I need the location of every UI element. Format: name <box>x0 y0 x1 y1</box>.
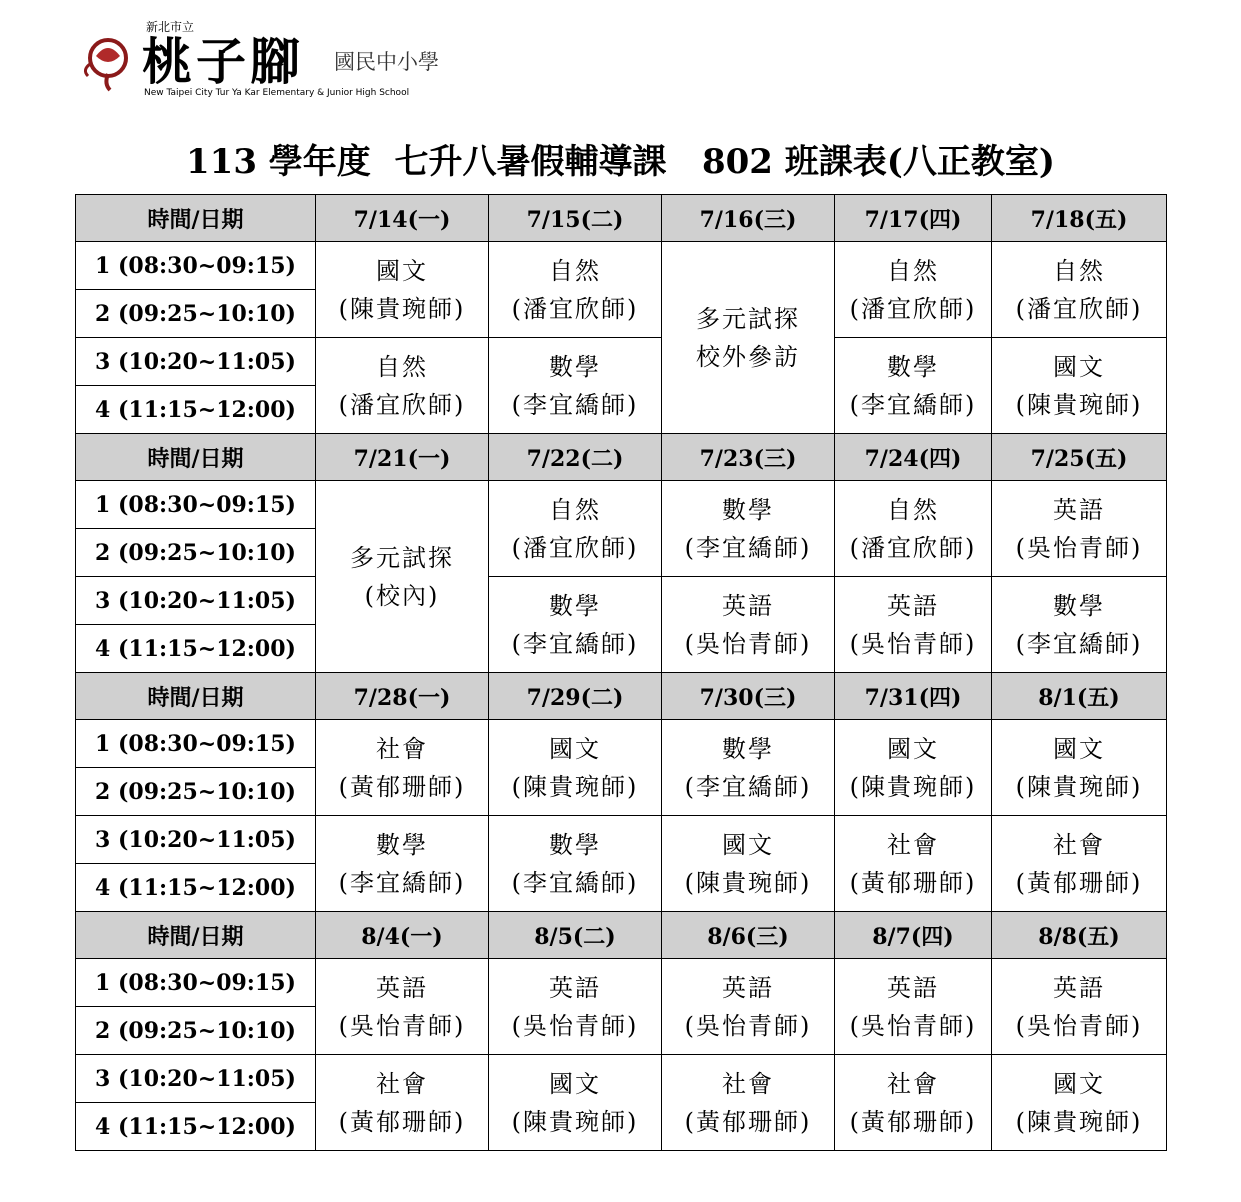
teacher-label: (陳貴琬師) <box>1015 772 1143 801</box>
subject-label: 國文 <box>722 830 774 859</box>
period-row <box>76 816 1167 864</box>
school-name: 桃子腳 <box>142 32 304 91</box>
teacher-label: (黃郁珊師) <box>338 1107 466 1136</box>
teacher-label: (陳貴琬師) <box>1015 390 1143 419</box>
teacher-label: (李宜繑師) <box>684 772 812 801</box>
week-header-row <box>76 673 1167 720</box>
teacher-label: (吳怡青師) <box>338 1011 466 1040</box>
subject-label: 社會 <box>1053 830 1105 859</box>
subject-label: 社會 <box>887 1069 939 1098</box>
date-header: 7/22(二) <box>489 434 662 481</box>
period-row <box>76 720 1167 768</box>
subject-label: 英語 <box>722 973 774 1002</box>
teacher-label: (陳貴琬師) <box>338 294 466 323</box>
class-cell <box>835 816 992 912</box>
subject-label: 自然 <box>1053 256 1105 285</box>
class-cell <box>835 242 992 338</box>
teacher-label: (潘宜欣師) <box>1015 294 1143 323</box>
subject-label: 多元試探 <box>350 543 454 572</box>
teacher-label: (陳貴琬師) <box>1015 1107 1143 1136</box>
class-cell <box>489 720 662 816</box>
date-header: 7/18(五) <box>992 195 1167 242</box>
class-cell <box>662 481 835 577</box>
subject-label: 數學 <box>549 591 601 620</box>
period-time: 2 (09:25~10:10) <box>76 290 316 338</box>
date-header: 7/24(四) <box>835 434 992 481</box>
school-type: 國民中小學 <box>334 50 439 74</box>
subject-label: 國文 <box>1053 1069 1105 1098</box>
date-header: 7/25(五) <box>992 434 1167 481</box>
date-header: 8/7(四) <box>835 912 992 959</box>
subject-label: 自然 <box>549 256 601 285</box>
class-cell <box>992 338 1167 434</box>
subject-label: 英語 <box>1053 973 1105 1002</box>
teacher-label: (陳貴琬師) <box>849 772 977 801</box>
date-header: 7/31(四) <box>835 673 992 720</box>
class-cell <box>992 242 1167 338</box>
teacher-label: (吳怡青師) <box>849 629 977 658</box>
class-cell <box>489 816 662 912</box>
teacher-label: (李宜繑師) <box>1015 629 1143 658</box>
teacher-label: (李宜繑師) <box>511 629 639 658</box>
teacher-label: (吳怡青師) <box>849 1011 977 1040</box>
subject-label: 英語 <box>376 973 428 1002</box>
date-header: 7/21(一) <box>316 434 489 481</box>
class-cell <box>316 1055 489 1151</box>
date-header: 7/28(一) <box>316 673 489 720</box>
period-time: 4 (11:15~12:00) <box>76 386 316 434</box>
subject-label: 數學 <box>1053 591 1105 620</box>
class-cell <box>489 577 662 673</box>
period-row <box>76 338 1167 386</box>
week-header-row <box>76 912 1167 959</box>
subject-label: 國文 <box>549 734 601 763</box>
class-cell <box>835 720 992 816</box>
subject-label: 多元試探 <box>696 304 800 333</box>
subject-label: 社會 <box>376 734 428 763</box>
class-cell <box>489 338 662 434</box>
week-header-row <box>76 195 1167 242</box>
class-cell <box>662 577 835 673</box>
subject-label: 自然 <box>887 256 939 285</box>
teacher-label: (陳貴琬師) <box>511 772 639 801</box>
class-cell <box>835 959 992 1055</box>
subject-label: 數學 <box>722 495 774 524</box>
class-cell <box>662 816 835 912</box>
class-cell <box>835 577 992 673</box>
week-header-row <box>76 434 1167 481</box>
class-cell <box>489 959 662 1055</box>
subject-label: 自然 <box>376 352 428 381</box>
subject-label: 社會 <box>376 1069 428 1098</box>
date-header: 8/1(五) <box>992 673 1167 720</box>
class-cell <box>489 481 662 577</box>
teacher-label: (潘宜欣師) <box>338 390 466 419</box>
class-cell <box>662 720 835 816</box>
period-time: 4 (11:15~12:00) <box>76 625 316 673</box>
subject-label: 社會 <box>722 1069 774 1098</box>
subject-label: 英語 <box>1053 495 1105 524</box>
period-time: 1 (08:30~09:15) <box>76 720 316 768</box>
date-header: 7/23(三) <box>662 434 835 481</box>
class-cell <box>992 720 1167 816</box>
date-header: 8/8(五) <box>992 912 1167 959</box>
subject-label: 數學 <box>887 352 939 381</box>
teacher-label: (校內) <box>364 581 440 610</box>
class-cell <box>992 577 1167 673</box>
school-prefix: 新北市立 <box>146 20 195 34</box>
class-cell <box>316 481 489 673</box>
subject-label: 數學 <box>376 830 428 859</box>
teacher-label: (吳怡青師) <box>1015 533 1143 562</box>
teacher-label: (黃郁珊師) <box>338 772 466 801</box>
subject-label: 英語 <box>887 973 939 1002</box>
time-date-header: 時間/日期 <box>76 673 316 720</box>
class-cell <box>662 1055 835 1151</box>
subject-label: 英語 <box>887 591 939 620</box>
teacher-label: 校外參訪 <box>696 342 800 371</box>
subject-label: 數學 <box>549 830 601 859</box>
period-time: 2 (09:25~10:10) <box>76 1007 316 1055</box>
teacher-label: (李宜繑師) <box>511 868 639 897</box>
class-cell <box>992 959 1167 1055</box>
school-logo-block <box>78 8 458 108</box>
class-cell <box>992 816 1167 912</box>
period-time: 2 (09:25~10:10) <box>76 768 316 816</box>
date-header: 7/17(四) <box>835 195 992 242</box>
class-cell <box>662 242 835 434</box>
subject-label: 國文 <box>1053 352 1105 381</box>
date-header: 7/30(三) <box>662 673 835 720</box>
class-cell <box>835 338 992 434</box>
peach-emblem-icon <box>78 34 138 94</box>
subject-label: 自然 <box>549 495 601 524</box>
time-date-header: 時間/日期 <box>76 912 316 959</box>
teacher-label: (李宜繑師) <box>684 533 812 562</box>
period-time: 4 (11:15~12:00) <box>76 1103 316 1151</box>
subject-label: 數學 <box>549 352 601 381</box>
teacher-label: (陳貴琬師) <box>511 1107 639 1136</box>
subject-label: 社會 <box>887 830 939 859</box>
teacher-label: (黃郁珊師) <box>849 1107 977 1136</box>
period-row <box>76 959 1167 1007</box>
teacher-label: (吳怡青師) <box>684 1011 812 1040</box>
class-cell <box>835 1055 992 1151</box>
period-time: 1 (08:30~09:15) <box>76 959 316 1007</box>
teacher-label: (黃郁珊師) <box>1015 868 1143 897</box>
class-cell <box>316 242 489 338</box>
period-row <box>76 1055 1167 1103</box>
period-row <box>76 481 1167 529</box>
date-header: 8/5(二) <box>489 912 662 959</box>
class-cell <box>316 338 489 434</box>
schedule-table <box>75 194 1167 1151</box>
period-time: 1 (08:30~09:15) <box>76 242 316 290</box>
period-time: 2 (09:25~10:10) <box>76 529 316 577</box>
period-time: 4 (11:15~12:00) <box>76 864 316 912</box>
subject-label: 自然 <box>887 495 939 524</box>
date-header: 7/16(三) <box>662 195 835 242</box>
teacher-label: (李宜繑師) <box>511 390 639 419</box>
period-time: 3 (10:20~11:05) <box>76 1055 316 1103</box>
teacher-label: (潘宜欣師) <box>849 533 977 562</box>
class-cell <box>489 1055 662 1151</box>
teacher-label: (潘宜欣師) <box>511 294 639 323</box>
date-header: 7/29(二) <box>489 673 662 720</box>
subject-label: 國文 <box>887 734 939 763</box>
date-header: 8/6(三) <box>662 912 835 959</box>
class-cell <box>316 720 489 816</box>
period-time: 1 (08:30~09:15) <box>76 481 316 529</box>
teacher-label: (陳貴琬師) <box>684 868 812 897</box>
period-row <box>76 577 1167 625</box>
subject-label: 英語 <box>722 591 774 620</box>
school-english-name: New Taipei City Tur Ya Kar Elementary & Junior High School <box>144 88 410 98</box>
teacher-label: (黃郁珊師) <box>684 1107 812 1136</box>
teacher-label: (吳怡青師) <box>511 1011 639 1040</box>
subject-label: 國文 <box>376 256 428 285</box>
class-cell <box>316 816 489 912</box>
teacher-label: (李宜繑師) <box>849 390 977 419</box>
teacher-label: (潘宜欣師) <box>511 533 639 562</box>
period-time: 3 (10:20~11:05) <box>76 816 316 864</box>
class-cell <box>992 1055 1167 1151</box>
page-title: 113 學年度 七升八暑假輔導課 802 班課表(八正教室) <box>186 142 1055 182</box>
class-cell <box>489 242 662 338</box>
date-header: 7/15(二) <box>489 195 662 242</box>
teacher-label: (李宜繑師) <box>338 868 466 897</box>
subject-label: 國文 <box>549 1069 601 1098</box>
time-date-header: 時間/日期 <box>76 434 316 481</box>
teacher-label: (黃郁珊師) <box>849 868 977 897</box>
period-time: 3 (10:20~11:05) <box>76 338 316 386</box>
date-header: 8/4(一) <box>316 912 489 959</box>
class-cell <box>316 959 489 1055</box>
class-cell <box>835 481 992 577</box>
period-row <box>76 242 1167 290</box>
period-time: 3 (10:20~11:05) <box>76 577 316 625</box>
subject-label: 英語 <box>549 973 601 1002</box>
teacher-label: (吳怡青師) <box>1015 1011 1143 1040</box>
subject-label: 數學 <box>722 734 774 763</box>
class-cell <box>662 959 835 1055</box>
teacher-label: (潘宜欣師) <box>849 294 977 323</box>
time-date-header: 時間/日期 <box>76 195 316 242</box>
date-header: 7/14(一) <box>316 195 489 242</box>
teacher-label: (吳怡青師) <box>684 629 812 658</box>
subject-label: 國文 <box>1053 734 1105 763</box>
class-cell <box>992 481 1167 577</box>
